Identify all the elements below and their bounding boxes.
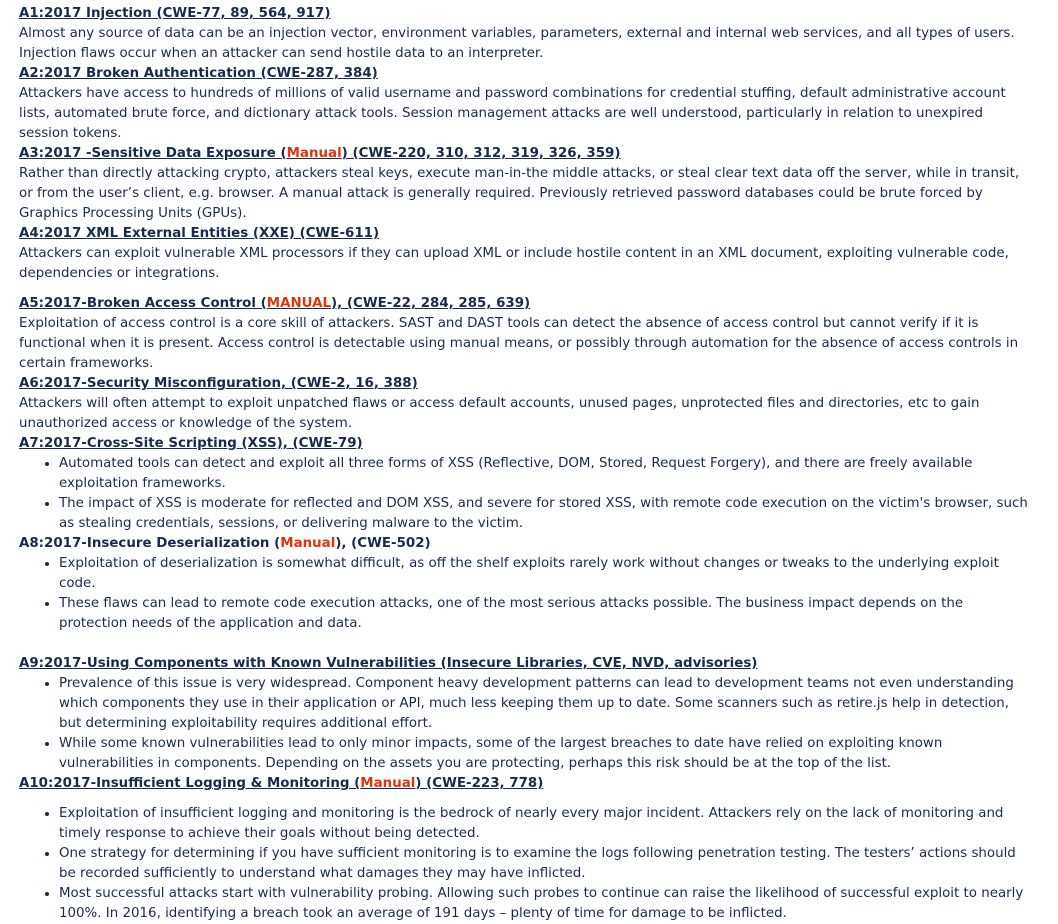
list-item: • These flaws can lead to remote code execution attacks, one of the most serious attacks possible. The business impact depends on the protection needs of the application and data.	[59, 594, 1031, 634]
bullet-list-a8	[19, 554, 1031, 634]
heading-a5-broken-access-control[interactable]	[19, 294, 1031, 314]
heading-a10-suffix: ) (CWE-223, 778)	[415, 776, 544, 791]
list-item: • Exploitation of deserialization is somewhat difficult, as off the shelf exploits rarely work without changes or tweaks to the underlying exploit code.	[59, 554, 1031, 594]
heading-a5-prefix: A5:2017-Broken Access Control (	[19, 296, 267, 311]
paragraph-a3: Rather than directly attacking crypto, attackers steal keys, execute man-in-the middle attacks, or steal clear text data off the server, while in transit, or from the user’s client, e.g. browser. A manual attack is generally required. Previously retrieved password databases could be brute forced by Graphics Processing Units (GPUs).	[19, 166, 1020, 221]
list-item: • Prevalence of this issue is very widespread. Component heavy development patterns can lead to development teams not even understanding which components they use in their application or API, much less keeping them up to date. Some scanners such as retire.js help in detection, but determining exploitability requires additional effort.	[59, 674, 1031, 734]
paragraph-a6: Attackers will often attempt to exploit unpatched flaws or access default accounts, unused pages, unprotected files and directories, etc to gain unauthorized access or knowledge of the system.	[19, 396, 980, 431]
heading-a3-suffix: ) (CWE-220, 310, 312, 319, 326, 359)	[341, 146, 621, 161]
bullet-list-a7	[19, 454, 1031, 534]
heading-a3-sensitive-data-exposure[interactable]	[19, 144, 1031, 164]
manual-tag: MANUAL	[266, 296, 332, 311]
manual-tag: Manual	[286, 146, 342, 161]
paragraph-a5: Exploitation of access control is a core skill of attackers. SAST and DAST tools can detect the absence of access control but cannot verify if it is functional when it is present. Access control is detectable using manual means, or possibly through automation for the absence of access controls in certain frameworks.	[19, 316, 1019, 371]
heading-a5-suffix: ), (CWE-22, 284, 285, 639)	[331, 296, 531, 311]
list-item: • Exploitation of insufficient logging and monitoring is the bedrock of nearly every major incident. Attackers rely on the lack of monitoring and timely response to achieve their goals without being detected.	[59, 804, 1031, 844]
paragraph-a1: Almost any source of data can be an injection vector, environment variables, parameters, external and internal web services, and all types of users. Injection flaws occur when an attacker can send hostile data to an interpreter.	[19, 26, 1015, 61]
paragraph-a2: Attackers have access to hundreds of millions of valid username and password combinations for credential stuffing, default administrative account lists, automated brute force, and dictionary attack tools. Session management attacks are well understood, particularly in relation to unexpired session tokens.	[19, 86, 1006, 141]
list-item: • Most successful attacks start with vulnerability probing. Allowing such probes to continue can raise the likelihood of successful exploit to nearly 100%. In 2016, identifying a breach took an average of 191 days – plenty of time for damage to be inflicted.	[59, 884, 1031, 924]
heading-a8-suffix: ), (CWE-502)	[335, 536, 431, 551]
bullet-list-a10	[19, 804, 1031, 924]
list-item: • Automated tools can detect and exploit all three forms of XSS (Reflective, DOM, Stored, Request Forgery), and there are freely available exploitation frameworks.	[59, 454, 1031, 494]
spacer	[19, 284, 1031, 294]
bullet-list-a9	[19, 674, 1031, 774]
heading-a9-known-vulnerabilities[interactable]: A9:2017-Using Components with Known Vulnerabilities (Insecure Libraries, CVE, NVD, advisories)	[19, 656, 758, 671]
manual-tag: Manual	[360, 776, 416, 791]
heading-a1-injection[interactable]: A1:2017 Injection (CWE-77, 89, 564, 917)	[19, 6, 331, 21]
heading-a10-logging-monitoring[interactable]	[19, 774, 1031, 794]
manual-tag: Manual	[280, 536, 336, 551]
heading-a6-security-misconfiguration[interactable]: A6:2017-Security Misconfiguration, (CWE-2, 16, 388)	[19, 376, 418, 391]
heading-a7-xss[interactable]: A7:2017-Cross-Site Scripting (XSS), (CWE-79)	[19, 436, 363, 451]
heading-a4-xxe[interactable]: A4:2017 XML External Entities (XXE) (CWE-611)	[19, 226, 380, 241]
heading-a3-prefix: A3:2017 -Sensitive Data Exposure (	[19, 146, 287, 161]
spacer	[19, 794, 1031, 804]
list-item: • While some known vulnerabilities lead to only minor impacts, some of the largest breaches to date have relied on exploiting known vulnerabilities in components. Depending on the assets you are protecting, perhaps this risk should be at the top of the list.	[59, 734, 1031, 774]
heading-a10-prefix: A10:2017-Insufficient Logging & Monitoring (	[19, 776, 361, 791]
heading-a8-insecure-deserialization	[19, 534, 1031, 554]
heading-a8-prefix: A8:2017-Insecure Deserialization (	[19, 536, 281, 551]
heading-a2-broken-authentication[interactable]: A2:2017 Broken Authentication (CWE-287, 384)	[19, 66, 378, 81]
spacer	[19, 634, 1031, 654]
list-item: • The impact of XSS is moderate for reflected and DOM XSS, and severe for stored XSS, with remote code execution on the victim's browser, such as stealing credentials, sessions, or delivering malware to the victim.	[59, 494, 1031, 534]
paragraph-a4: Attackers can exploit vulnerable XML processors if they can upload XML or include hostile content in an XML document, exploiting vulnerable code, dependencies or integrations.	[19, 246, 1009, 281]
list-item: • One strategy for determining if you have sufficient monitoring is to examine the logs following penetration testing. The testers’ actions should be recorded sufficiently to understand what damages they may have inflicted.	[59, 844, 1031, 884]
document-body	[19, 4, 1031, 924]
